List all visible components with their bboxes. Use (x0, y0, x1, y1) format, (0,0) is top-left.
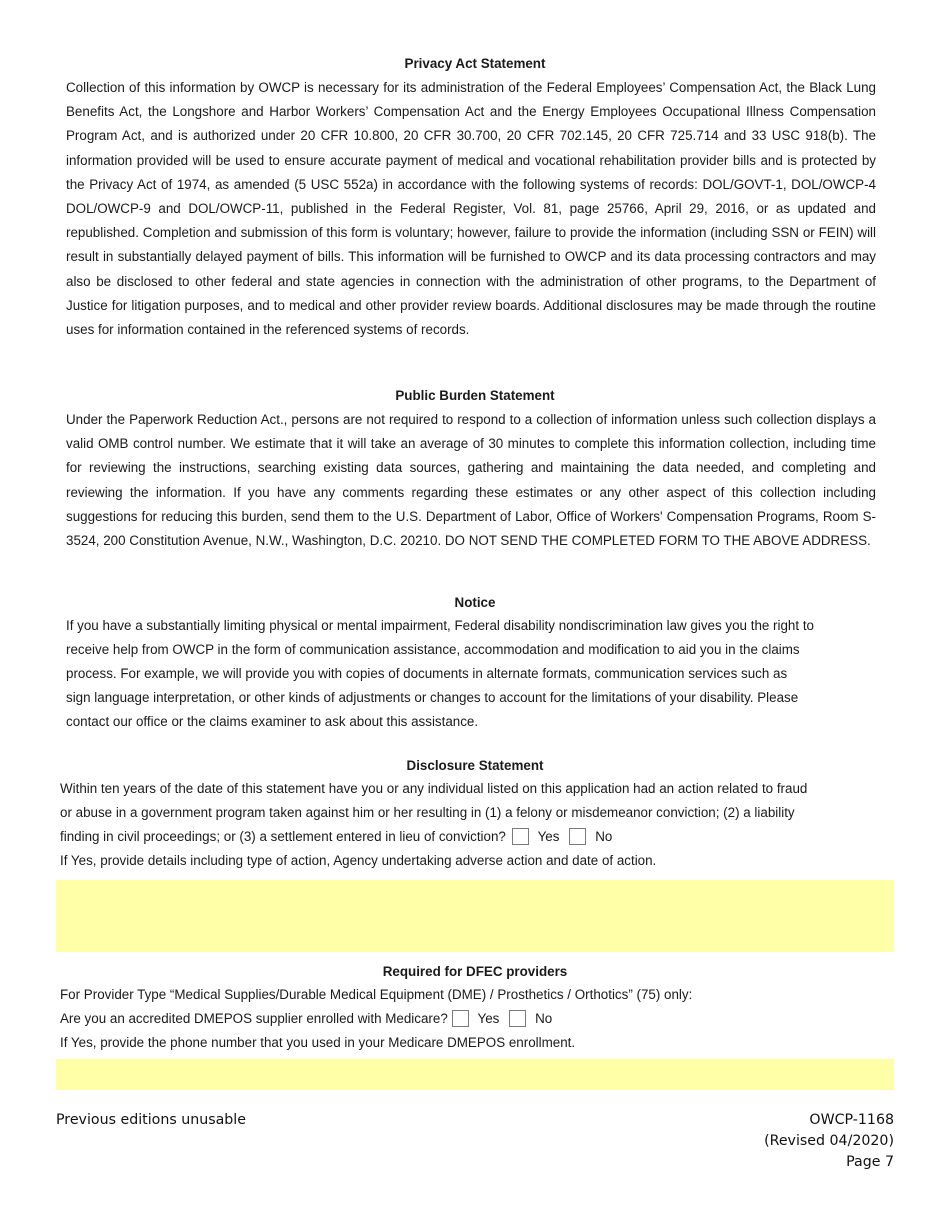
disclosure-details-prompt: If Yes, provide details including type of action, Agency undertaking adverse action and date of action. (60, 853, 657, 868)
footer-revised-date: (Revised 04/2020) (764, 1133, 894, 1149)
dfec-no-label: No (535, 1011, 553, 1026)
footer-form-number: OWCP-1168 (809, 1112, 894, 1128)
notice-line-5: contact our office or the claims examiner to ask about this assistance. (66, 714, 479, 729)
notice-line-1: If you have a substantially limiting physical or mental impairment, Federal disability nondiscrimination law gives you the right to (66, 618, 814, 633)
dfec-provider-line: For Provider Type “Medical Supplies/Durable Medical Equipment (DME) / Prosthetics / Orthotics” (75) only: (60, 987, 693, 1002)
dfec-phone-field[interactable] (56, 1059, 894, 1090)
disclosure-no-label: No (595, 829, 613, 844)
disclosure-no-checkbox[interactable] (569, 828, 586, 845)
public-burden-body: Under the Paperwork Reduction Act., persons are not required to respond to a collection of information unless such collection displays a valid OMB control number. We estimate that it will take an average of 30 minutes to complete this information collection, including time for reviewing the instructions, searching existing data sources, gathering and maintaining the data needed, and completing and reviewing the information. If you have any comments regarding these estimates or any other aspect of this collection including suggestions for reducing this burden, send them to the U.S. Department of Labor, Office of Workers' Compensation Programs, Room S-3524, 200 Constitution Avenue, N.W., Washington, D.C. 20210. DO NOT SEND THE COMPLETED FORM TO THE ABOVE ADDRESS. (66, 412, 876, 549)
dfec-yes-label: Yes (477, 1011, 500, 1026)
notice-line-3: process. For example, we will provide you with copies of documents in alternate formats, communication services such as (66, 666, 788, 681)
disclosure-yes-label: Yes (537, 829, 560, 844)
notice-line-4: sign language interpretation, or other kinds of adjustments or changes to account for the limitations of your disability. Please (66, 690, 799, 705)
disclosure-question: finding in civil proceedings; or (3) a settlement entered in lieu of conviction? (60, 829, 506, 844)
disclosure-details-field[interactable] (56, 880, 894, 952)
footer-page-number: Page 7 (846, 1154, 894, 1170)
footer-editions-note: Previous editions unusable (56, 1112, 246, 1128)
disclosure-heading: Disclosure Statement (406, 758, 544, 773)
privacy-act-heading: Privacy Act Statement (404, 56, 546, 71)
notice-heading: Notice (454, 595, 496, 610)
disclosure-line-1: Within ten years of the date of this statement have you or any individual listed on this application had an action related to fraud (60, 781, 808, 796)
disclosure-yes-checkbox[interactable] (512, 828, 529, 845)
dfec-question-row (60, 1009, 552, 1029)
public-burden-heading: Public Burden Statement (395, 388, 555, 403)
dfec-heading: Required for DFEC providers (382, 964, 568, 979)
privacy-act-body: Collection of this information by OWCP is necessary for its administration of the Federal Employees’ Compensation Act, the Black Lung Benefits Act, the Longshore and Harbor Workers’ Compensation Act and the Energy Employees Occupational Illness Compensation Program Act, and is authorized under 20 CFR 10.800, 20 CFR 30.700, 20 CFR 702.145, 20 CFR 725.714 and 33 USC 918(b). The information provided will be used to ensure accurate payment of medical and vocational rehabilitation provider bills and is protected by the Privacy Act of 1974, as amended (5 USC 552a) in accordance with the following systems of records: DOL/GOVT-1, DOL/OWCP-4 DOL/OWCP-9 and DOL/OWCP-11, published in the Federal Register, Vol. 81, page 25766, April 29, 2016, or as updated and republished. Completion and submission of this form is voluntary; however, failure to provide the information (including SSN or FEIN) will result in substantially delayed payment of bills. This information will be furnished to OWCP and its data processing contractors and may also be disclosed to other federal and state agencies in connection with the administration of other programs, to the Department of Justice for litigation purposes, and to medical and other provider review boards. Additional disclosures may be made through the routine uses for information contained in the referenced systems of records. (66, 80, 876, 338)
dfec-no-checkbox[interactable] (509, 1010, 526, 1027)
dfec-yes-checkbox[interactable] (452, 1010, 469, 1027)
disclosure-question-row (60, 827, 612, 847)
dfec-phone-prompt: If Yes, provide the phone number that you used in your Medicare DMEPOS enrollment. (60, 1035, 576, 1050)
notice-line-2: receive help from OWCP in the form of communication assistance, accommodation and modification to aid you in the claims (66, 642, 800, 657)
disclosure-line-2: or abuse in a government program taken against him or her resulting in (1) a felony or misdemeanor conviction; (2) a liability (60, 805, 795, 820)
dfec-question: Are you an accredited DMEPOS supplier enrolled with Medicare? (60, 1011, 448, 1026)
